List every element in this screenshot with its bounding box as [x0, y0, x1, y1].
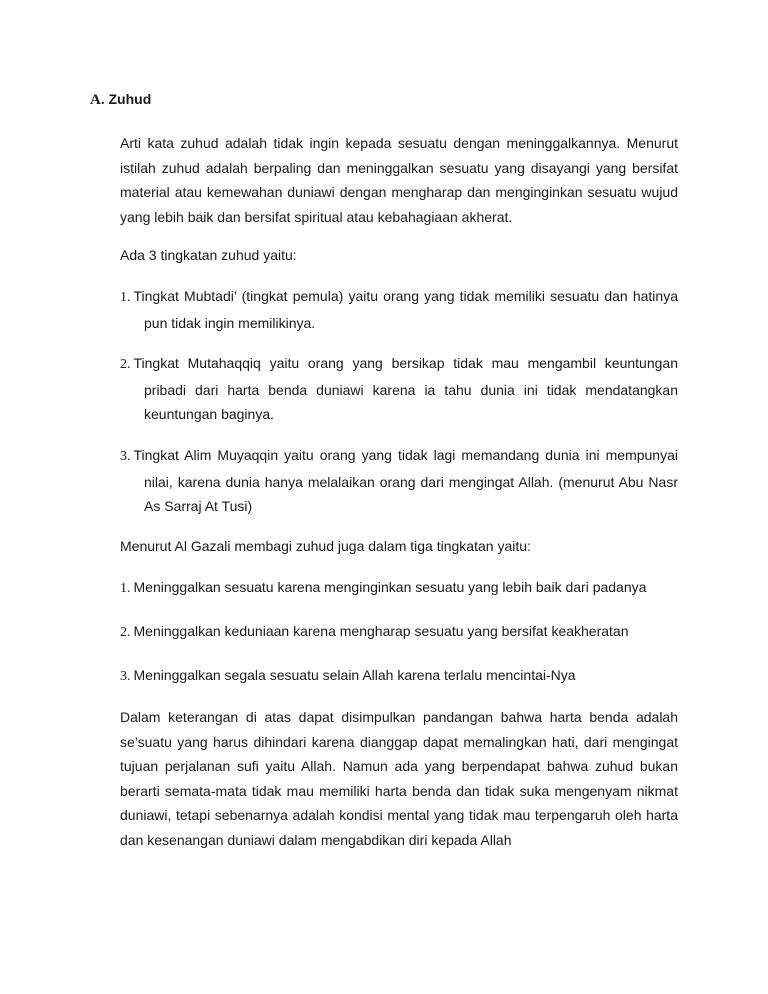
- definition-paragraph: Arti kata zuhud adalah tidak ingin kepada sesuatu dengan meninggalkannya. Menurut istilah zuhud adalah berpaling dan meninggalkan sesuatu yang disayangi yang bersifat material atau kemewahan duniawi dengan mengharap dan menginginkan sesuatu wujud yang lebih baik dan bersifat spiritual atau kebahagiaan akherat.: [120, 135, 678, 225]
- level-item-2: [120, 351, 678, 427]
- level-number: 3.: [120, 449, 131, 464]
- levels-intro: Ada 3 tingkatan zuhud yaitu:: [120, 247, 297, 263]
- level-item-1: [120, 284, 678, 335]
- ghazali-text: Meninggalkan keduniaan karena mengharap sesuatu yang bersifat keakheratan: [133, 623, 629, 639]
- ghazali-intro: Menurut Al Gazali membagi zuhud juga dalam tiga tingkatan yaitu:: [120, 538, 531, 554]
- level-item-3: [120, 443, 678, 519]
- ghazali-number: 2.: [120, 625, 131, 640]
- ghazali-number: 3.: [120, 669, 131, 684]
- ghazali-item-2: [120, 619, 678, 646]
- section-title: Zuhud: [108, 91, 152, 107]
- ghazali-item-3: [120, 663, 678, 690]
- ghazali-text: Meninggalkan segala sesuatu selain Allah karena terlalu mencintai-Nya: [133, 667, 576, 683]
- section-letter: A.: [90, 92, 105, 108]
- ghazali-number: 1.: [120, 581, 131, 596]
- level-text: Tingkat Mutahaqqiq yaitu orang yang bersikap tidak mau mengambil keuntungan pribadi dari harta benda duniawi karena ia tahu dunia ini tidak mendatangkan keuntungan baginya.: [133, 355, 678, 422]
- section-heading: [90, 89, 151, 110]
- conclusion-paragraph: Dalam keterangan di atas dapat disimpulkan pandangan bahwa harta benda adalah se’suatu yang harus dihindari karena dianggap dapat memalingkan hati, dari mengingat tujuan perjalanan sufi yaitu Allah. Namun ada yang berpendapat bahwa zuhud bukan berarti semata-mata tidak mau memiliki harta benda dan tidak suka mengenyam nikmat duniawi, tetapi sebenarnya adalah kondisi mental yang tidak mau terpengaruh oleh harta dan kesenangan duniawi dalam mengabdikan diri kepada Allah: [120, 709, 678, 848]
- ghazali-item-1: [120, 575, 678, 602]
- level-text: Tingkat Mubtadi’ (tingkat pemula) yaitu orang yang tidak memiliki sesuatu dan hatinya pun tidak ingin memilikinya.: [133, 288, 678, 331]
- level-text: Tingkat Alim Muyaqqin yaitu orang yang tidak lagi memandang dunia ini mempunyai nilai, karena dunia hanya melalaikan orang dari mengingat Allah. (menurut Abu Nasr As Sarraj At Tusi): [133, 447, 678, 514]
- level-number: 1.: [120, 290, 131, 305]
- level-number: 2.: [120, 357, 131, 372]
- ghazali-text: Meninggalkan sesuatu karena menginginkan sesuatu yang lebih baik dari padanya: [133, 579, 647, 595]
